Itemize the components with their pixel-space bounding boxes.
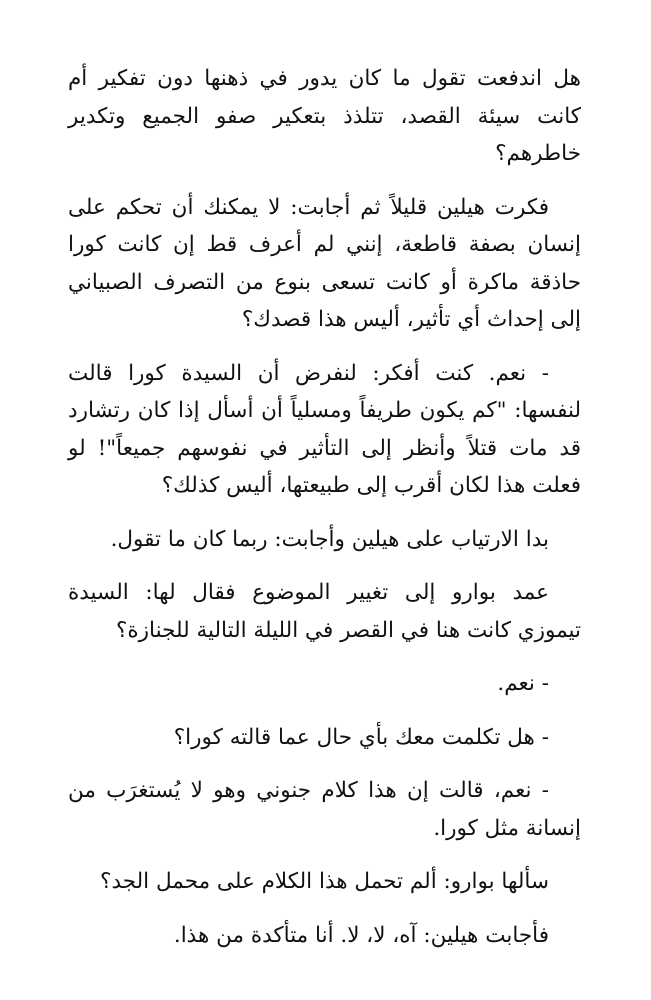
paragraph-5: عمد بوارو إلى تغيير الموضوع فقال لها: السيدة تيموزي كانت هنا في القصر في الليلة التالية للجنازة؟	[68, 580, 581, 643]
paragraph-2: فكرت هيلين قليلاً ثم أجابت: لا يمكنك أن تحكم على إنسان بصفة قاطعة، إنني لم أعرف قط إن كانت كورا حاذقة ماكرة أو كانت تسعى بنوع من التصرف الصبياني إلى إحداث أي تأثير، أليس هذا قصدك؟	[68, 194, 581, 332]
paragraph-3: - نعم. كنت أفكر: لنفرض أن السيدة كورا قالت لنفسها: "كم يكون طريفاً ومسلياً أن أسأل إذا كان رتشارد قد مات قتلاً وأنظر إلى التأثير في نفوسهم جميعاً"! لو فعلت هذا لكان أقرب إلى طبيعتها، أليس كذلك؟	[68, 360, 581, 498]
paragraph-7: - هل تكلمت معك بأي حال عما قالته كورا؟	[173, 724, 549, 750]
paragraph-8: - نعم، قالت إن هذا كلام جنوني وهو لا يُستغرَب من إنسانة مثل كورا.	[68, 778, 581, 841]
paragraph-4: بدا الارتياب على هيلين وأجابت: ربما كان ما تقول.	[110, 526, 549, 552]
paragraph-9: سألها بوارو: ألم تحمل هذا الكلام على محمل الجد؟	[100, 869, 549, 894]
paragraph-1: هل اندفعت تقول ما كان يدور في ذهنها دون تفكير أم كانت سيئة القصد، تتلذذ بتعكير صفو الجميع وتكدير خاطرهم؟	[68, 66, 581, 166]
paragraph-6: - نعم.	[497, 671, 549, 696]
paragraph-10: فأجابت هيلين: آه، لا، لا. أنا متأكدة من هذا.	[173, 922, 549, 948]
